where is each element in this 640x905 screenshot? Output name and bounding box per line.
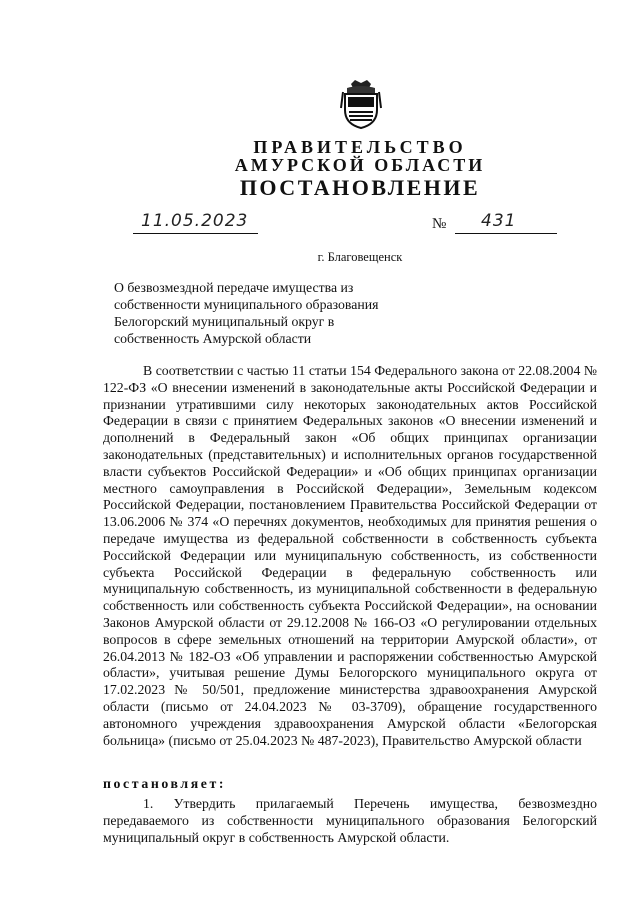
number-label: № (432, 216, 447, 232)
date-field (133, 211, 258, 234)
preamble-paragraph: В соответствии с частью 11 статьи 154 Федерального закона от 22.08.2004 № 122-ФЗ «О внесении изменений в законодательные акты Российской Федерации и признании утратившими силу некоторых законодательных актов Российской Федерации в связи с принятием Федеральных законов «О внесении изменений и дополнений в Федеральный закон «Об общих принципах организации законодательных (представительных) и исполнительных органов государственной власти субъектов Российской Федерации» и «Об общих принципах организации местного самоуправления в Российской Федерации», Земельным кодексом Российской Федерации, постановлением Правительства Российской Федерации от 13.06.2006 № 374 «О перечнях документов, необходимых для принятия решения о передаче имущества из федеральной собственности в собственность субъекта Российской Федерации или муниципальную собственность, из собственности субъекта Российской Федерации в федеральную собственность или муниципальную собственность, из муниципальной собственности в федеральную собственность или собственность субъекта Российской Федерации», на основании Законов Амурской области от 29.12.2008 № 166-ОЗ «О регулировании отдельных вопросов в сфере земельных отношений на территории Амурской области», от 26.04.2013 № 182-ОЗ «Об управлении и распоряжении собственностью Амурской области», учитывая решение Думы Белогорского муниципального округа от 17.02.2023 № 50/501, предложение министерства здравоохранения Амурской области (письмо от 24.04.2023 № 03-3709), обращение государственного автономного учреждения здравоохранения Амурской области «Белогорская больница» (письмо от 25.04.2023 № 487-2023), Правительство Амурской области (103, 363, 597, 748)
document-subject: О безвозмездной передаче имущества из собственности муниципального образования Белогорский муниципальный округ в собственность Амурской области (114, 280, 379, 346)
city-line: г. Благовещенск (317, 250, 403, 264)
handwritten-date: 11.05.2023 (141, 211, 249, 231)
document-type-title: ПОСТАНОВЛЕНИЕ (239, 175, 481, 200)
resolves-heading: постановляет: (103, 776, 227, 791)
government-title: ПРАВИТЕЛЬСТВО (253, 137, 467, 157)
coat-of-arms-emblem (339, 78, 383, 130)
handwritten-number: 431 (481, 211, 517, 231)
resolution-item-1: 1. Утвердить прилагаемый Перечень имущества, безвозмездно передаваемого из собственности муниципального образования Белогорский муниципальный округ в собственность Амурской области. (103, 796, 597, 845)
number-field (455, 211, 557, 234)
region-title: АМУРСКОЙ ОБЛАСТИ (234, 155, 486, 175)
